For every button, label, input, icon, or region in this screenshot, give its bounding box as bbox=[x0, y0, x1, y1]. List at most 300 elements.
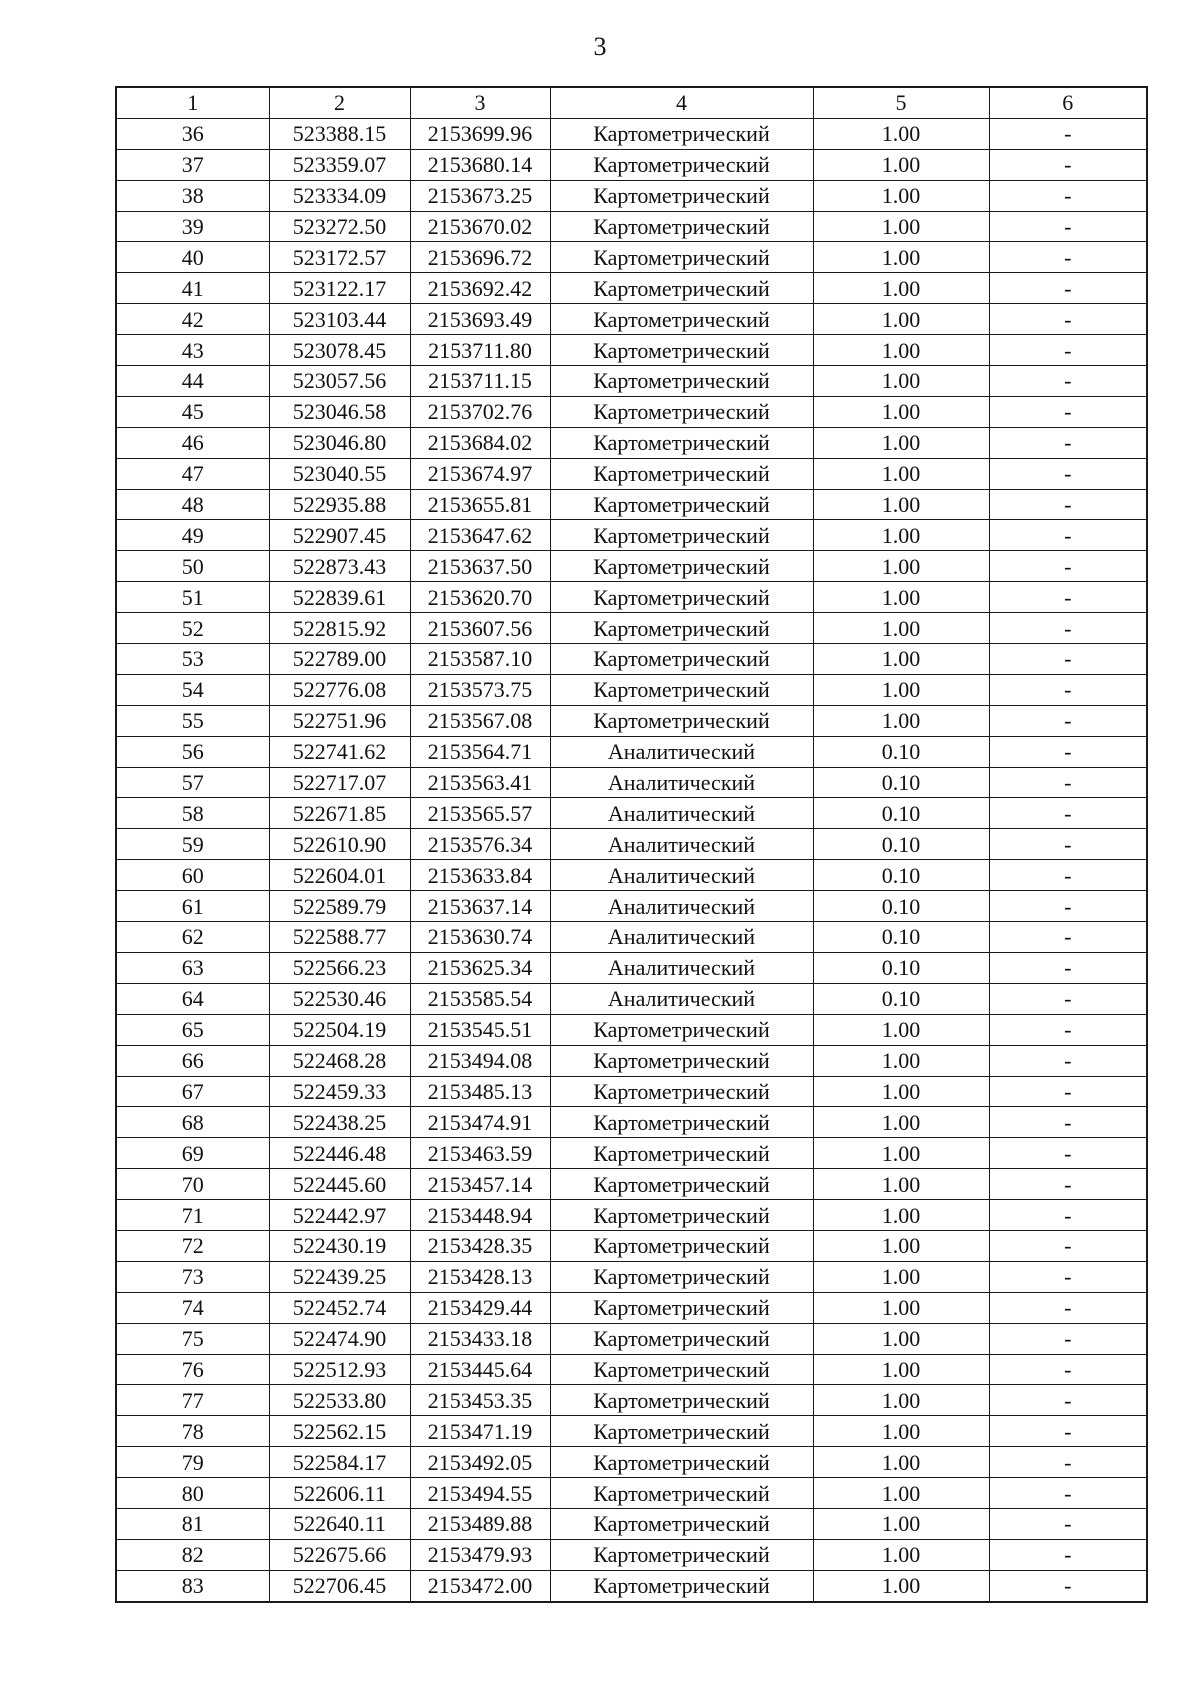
x-coordinate-cell: 522741.62 bbox=[269, 736, 410, 767]
method-cell: Аналитический bbox=[550, 891, 813, 922]
accuracy-cell: 1.00 bbox=[813, 1230, 989, 1261]
note-cell: - bbox=[989, 644, 1147, 675]
y-coordinate-cell: 2153479.93 bbox=[410, 1539, 550, 1570]
point-number-cell: 82 bbox=[116, 1539, 269, 1570]
y-coordinate-cell: 2153711.80 bbox=[410, 335, 550, 366]
method-cell: Картометрический bbox=[550, 1323, 813, 1354]
y-coordinate-cell: 2153474.91 bbox=[410, 1107, 550, 1138]
table-row bbox=[116, 335, 1147, 366]
accuracy-cell: 1.00 bbox=[813, 1385, 989, 1416]
accuracy-cell: 1.00 bbox=[813, 674, 989, 705]
method-cell: Картометрический bbox=[550, 1200, 813, 1231]
y-coordinate-cell: 2153673.25 bbox=[410, 180, 550, 211]
method-cell: Картометрический bbox=[550, 1570, 813, 1601]
method-cell: Картометрический bbox=[550, 1138, 813, 1169]
note-cell: - bbox=[989, 891, 1147, 922]
table-row bbox=[116, 118, 1147, 149]
point-number-cell: 44 bbox=[116, 366, 269, 397]
accuracy-cell: 1.00 bbox=[813, 304, 989, 335]
y-coordinate-cell: 2153433.18 bbox=[410, 1323, 550, 1354]
method-cell: Картометрический bbox=[550, 1447, 813, 1478]
x-coordinate-cell: 522606.11 bbox=[269, 1478, 410, 1509]
accuracy-cell: 0.10 bbox=[813, 983, 989, 1014]
note-cell: - bbox=[989, 798, 1147, 829]
table-row bbox=[116, 1014, 1147, 1045]
x-coordinate-cell: 522566.23 bbox=[269, 952, 410, 983]
point-number-cell: 78 bbox=[116, 1416, 269, 1447]
y-coordinate-cell: 2153637.50 bbox=[410, 551, 550, 582]
accuracy-cell: 1.00 bbox=[813, 211, 989, 242]
y-coordinate-cell: 2153630.74 bbox=[410, 922, 550, 953]
note-cell: - bbox=[989, 1570, 1147, 1601]
note-cell: - bbox=[989, 1261, 1147, 1292]
accuracy-cell: 1.00 bbox=[813, 551, 989, 582]
method-cell: Картометрический bbox=[550, 335, 813, 366]
accuracy-cell: 1.00 bbox=[813, 1138, 989, 1169]
x-coordinate-cell: 522562.15 bbox=[269, 1416, 410, 1447]
method-cell: Картометрический bbox=[550, 520, 813, 551]
table-row bbox=[116, 798, 1147, 829]
point-number-cell: 47 bbox=[116, 458, 269, 489]
method-cell: Аналитический bbox=[550, 922, 813, 953]
x-coordinate-cell: 522815.92 bbox=[269, 613, 410, 644]
point-number-cell: 55 bbox=[116, 705, 269, 736]
note-cell: - bbox=[989, 1138, 1147, 1169]
method-cell: Картометрический bbox=[550, 180, 813, 211]
point-number-cell: 73 bbox=[116, 1261, 269, 1292]
y-coordinate-cell: 2153573.75 bbox=[410, 674, 550, 705]
method-cell: Картометрический bbox=[550, 1478, 813, 1509]
y-coordinate-cell: 2153680.14 bbox=[410, 149, 550, 180]
method-cell: Аналитический bbox=[550, 736, 813, 767]
x-coordinate-cell: 522438.25 bbox=[269, 1107, 410, 1138]
x-coordinate-cell: 523046.58 bbox=[269, 396, 410, 427]
accuracy-cell: 1.00 bbox=[813, 1261, 989, 1292]
point-number-cell: 40 bbox=[116, 242, 269, 273]
accuracy-cell: 1.00 bbox=[813, 1539, 989, 1570]
x-coordinate-cell: 523122.17 bbox=[269, 273, 410, 304]
coordinates-table bbox=[115, 86, 1148, 1603]
y-coordinate-cell: 2153674.97 bbox=[410, 458, 550, 489]
x-coordinate-cell: 522445.60 bbox=[269, 1169, 410, 1200]
point-number-cell: 59 bbox=[116, 829, 269, 860]
point-number-cell: 67 bbox=[116, 1076, 269, 1107]
x-coordinate-cell: 523057.56 bbox=[269, 366, 410, 397]
point-number-cell: 83 bbox=[116, 1570, 269, 1601]
table-row bbox=[116, 551, 1147, 582]
table-row bbox=[116, 1447, 1147, 1478]
y-coordinate-cell: 2153655.81 bbox=[410, 489, 550, 520]
table-row bbox=[116, 1200, 1147, 1231]
point-number-cell: 74 bbox=[116, 1292, 269, 1323]
y-coordinate-cell: 2153625.34 bbox=[410, 952, 550, 983]
note-cell: - bbox=[989, 1539, 1147, 1570]
note-cell: - bbox=[989, 829, 1147, 860]
accuracy-cell: 1.00 bbox=[813, 149, 989, 180]
note-cell: - bbox=[989, 1508, 1147, 1539]
table-row bbox=[116, 922, 1147, 953]
y-coordinate-cell: 2153693.49 bbox=[410, 304, 550, 335]
note-cell: - bbox=[989, 983, 1147, 1014]
y-coordinate-cell: 2153472.00 bbox=[410, 1570, 550, 1601]
point-number-cell: 76 bbox=[116, 1354, 269, 1385]
accuracy-cell: 1.00 bbox=[813, 180, 989, 211]
method-cell: Картометрический bbox=[550, 1169, 813, 1200]
table-row bbox=[116, 644, 1147, 675]
point-number-cell: 71 bbox=[116, 1200, 269, 1231]
accuracy-cell: 1.00 bbox=[813, 1076, 989, 1107]
note-cell: - bbox=[989, 520, 1147, 551]
method-cell: Картометрический bbox=[550, 1076, 813, 1107]
x-coordinate-cell: 522873.43 bbox=[269, 551, 410, 582]
x-coordinate-cell: 523040.55 bbox=[269, 458, 410, 489]
method-cell: Аналитический bbox=[550, 798, 813, 829]
column-header: 4 bbox=[550, 87, 813, 118]
accuracy-cell: 1.00 bbox=[813, 1292, 989, 1323]
accuracy-cell: 1.00 bbox=[813, 1478, 989, 1509]
table-row bbox=[116, 736, 1147, 767]
table-row bbox=[116, 705, 1147, 736]
table-row bbox=[116, 767, 1147, 798]
accuracy-cell: 1.00 bbox=[813, 1045, 989, 1076]
note-cell: - bbox=[989, 705, 1147, 736]
accuracy-cell: 1.00 bbox=[813, 118, 989, 149]
point-number-cell: 43 bbox=[116, 335, 269, 366]
y-coordinate-cell: 2153471.19 bbox=[410, 1416, 550, 1447]
point-number-cell: 38 bbox=[116, 180, 269, 211]
table-row bbox=[116, 273, 1147, 304]
x-coordinate-cell: 523388.15 bbox=[269, 118, 410, 149]
accuracy-cell: 1.00 bbox=[813, 366, 989, 397]
accuracy-cell: 1.00 bbox=[813, 458, 989, 489]
x-coordinate-cell: 523359.07 bbox=[269, 149, 410, 180]
method-cell: Картометрический bbox=[550, 366, 813, 397]
accuracy-cell: 1.00 bbox=[813, 1447, 989, 1478]
accuracy-cell: 1.00 bbox=[813, 396, 989, 427]
table-row bbox=[116, 1478, 1147, 1509]
point-number-cell: 68 bbox=[116, 1107, 269, 1138]
note-cell: - bbox=[989, 736, 1147, 767]
table-row bbox=[116, 1385, 1147, 1416]
x-coordinate-cell: 522584.17 bbox=[269, 1447, 410, 1478]
column-header: 2 bbox=[269, 87, 410, 118]
point-number-cell: 39 bbox=[116, 211, 269, 242]
note-cell: - bbox=[989, 1478, 1147, 1509]
note-cell: - bbox=[989, 582, 1147, 613]
method-cell: Аналитический bbox=[550, 952, 813, 983]
method-cell: Картометрический bbox=[550, 211, 813, 242]
point-number-cell: 79 bbox=[116, 1447, 269, 1478]
note-cell: - bbox=[989, 273, 1147, 304]
point-number-cell: 45 bbox=[116, 396, 269, 427]
accuracy-cell: 1.00 bbox=[813, 1416, 989, 1447]
note-cell: - bbox=[989, 335, 1147, 366]
table-row bbox=[116, 366, 1147, 397]
point-number-cell: 56 bbox=[116, 736, 269, 767]
y-coordinate-cell: 2153670.02 bbox=[410, 211, 550, 242]
note-cell: - bbox=[989, 1045, 1147, 1076]
y-coordinate-cell: 2153620.70 bbox=[410, 582, 550, 613]
method-cell: Картометрический bbox=[550, 149, 813, 180]
column-header: 6 bbox=[989, 87, 1147, 118]
x-coordinate-cell: 522839.61 bbox=[269, 582, 410, 613]
table-row bbox=[116, 1508, 1147, 1539]
y-coordinate-cell: 2153492.05 bbox=[410, 1447, 550, 1478]
y-coordinate-cell: 2153692.42 bbox=[410, 273, 550, 304]
x-coordinate-cell: 522671.85 bbox=[269, 798, 410, 829]
method-cell: Картометрический bbox=[550, 1045, 813, 1076]
table-row bbox=[116, 489, 1147, 520]
accuracy-cell: 0.10 bbox=[813, 922, 989, 953]
accuracy-cell: 0.10 bbox=[813, 767, 989, 798]
note-cell: - bbox=[989, 767, 1147, 798]
note-cell: - bbox=[989, 1076, 1147, 1107]
point-number-cell: 66 bbox=[116, 1045, 269, 1076]
y-coordinate-cell: 2153494.08 bbox=[410, 1045, 550, 1076]
table-row bbox=[116, 1076, 1147, 1107]
x-coordinate-cell: 522776.08 bbox=[269, 674, 410, 705]
note-cell: - bbox=[989, 1354, 1147, 1385]
x-coordinate-cell: 522640.11 bbox=[269, 1508, 410, 1539]
method-cell: Картометрический bbox=[550, 458, 813, 489]
page-number: 3 bbox=[593, 32, 607, 61]
point-number-cell: 52 bbox=[116, 613, 269, 644]
table-row bbox=[116, 149, 1147, 180]
table-row bbox=[116, 1354, 1147, 1385]
accuracy-cell: 1.00 bbox=[813, 1354, 989, 1385]
table-row bbox=[116, 211, 1147, 242]
note-cell: - bbox=[989, 211, 1147, 242]
method-cell: Аналитический bbox=[550, 983, 813, 1014]
table-row bbox=[116, 860, 1147, 891]
method-cell: Картометрический bbox=[550, 273, 813, 304]
method-cell: Картометрический bbox=[550, 613, 813, 644]
y-coordinate-cell: 2153563.41 bbox=[410, 767, 550, 798]
accuracy-cell: 1.00 bbox=[813, 1508, 989, 1539]
table-header-row bbox=[116, 87, 1147, 118]
y-coordinate-cell: 2153585.54 bbox=[410, 983, 550, 1014]
y-coordinate-cell: 2153607.56 bbox=[410, 613, 550, 644]
x-coordinate-cell: 522468.28 bbox=[269, 1045, 410, 1076]
table-row bbox=[116, 1169, 1147, 1200]
x-coordinate-cell: 522533.80 bbox=[269, 1385, 410, 1416]
point-number-cell: 54 bbox=[116, 674, 269, 705]
method-cell: Картометрический bbox=[550, 674, 813, 705]
x-coordinate-cell: 523046.80 bbox=[269, 427, 410, 458]
column-header: 5 bbox=[813, 87, 989, 118]
point-number-cell: 81 bbox=[116, 1508, 269, 1539]
table-row bbox=[116, 180, 1147, 211]
point-number-cell: 49 bbox=[116, 520, 269, 551]
accuracy-cell: 1.00 bbox=[813, 242, 989, 273]
x-coordinate-cell: 523103.44 bbox=[269, 304, 410, 335]
point-number-cell: 48 bbox=[116, 489, 269, 520]
method-cell: Аналитический bbox=[550, 767, 813, 798]
accuracy-cell: 1.00 bbox=[813, 1169, 989, 1200]
point-number-cell: 70 bbox=[116, 1169, 269, 1200]
table-row bbox=[116, 1230, 1147, 1261]
method-cell: Картометрический bbox=[550, 1508, 813, 1539]
y-coordinate-cell: 2153453.35 bbox=[410, 1385, 550, 1416]
y-coordinate-cell: 2153445.64 bbox=[410, 1354, 550, 1385]
point-number-cell: 58 bbox=[116, 798, 269, 829]
x-coordinate-cell: 522604.01 bbox=[269, 860, 410, 891]
table-row bbox=[116, 1292, 1147, 1323]
y-coordinate-cell: 2153587.10 bbox=[410, 644, 550, 675]
table-row bbox=[116, 1539, 1147, 1570]
x-coordinate-cell: 523272.50 bbox=[269, 211, 410, 242]
point-number-cell: 77 bbox=[116, 1385, 269, 1416]
accuracy-cell: 1.00 bbox=[813, 1323, 989, 1354]
accuracy-cell: 1.00 bbox=[813, 520, 989, 551]
y-coordinate-cell: 2153567.08 bbox=[410, 705, 550, 736]
x-coordinate-cell: 522907.45 bbox=[269, 520, 410, 551]
accuracy-cell: 0.10 bbox=[813, 860, 989, 891]
table-row bbox=[116, 427, 1147, 458]
point-number-cell: 60 bbox=[116, 860, 269, 891]
accuracy-cell: 1.00 bbox=[813, 582, 989, 613]
point-number-cell: 72 bbox=[116, 1230, 269, 1261]
x-coordinate-cell: 522474.90 bbox=[269, 1323, 410, 1354]
y-coordinate-cell: 2153702.76 bbox=[410, 396, 550, 427]
x-coordinate-cell: 522446.48 bbox=[269, 1138, 410, 1169]
note-cell: - bbox=[989, 396, 1147, 427]
method-cell: Картометрический bbox=[550, 1230, 813, 1261]
note-cell: - bbox=[989, 149, 1147, 180]
y-coordinate-cell: 2153489.88 bbox=[410, 1508, 550, 1539]
table-row bbox=[116, 674, 1147, 705]
accuracy-cell: 1.00 bbox=[813, 335, 989, 366]
x-coordinate-cell: 523078.45 bbox=[269, 335, 410, 366]
method-cell: Картометрический bbox=[550, 1385, 813, 1416]
accuracy-cell: 0.10 bbox=[813, 736, 989, 767]
y-coordinate-cell: 2153647.62 bbox=[410, 520, 550, 551]
table-row bbox=[116, 520, 1147, 551]
x-coordinate-cell: 523172.57 bbox=[269, 242, 410, 273]
y-coordinate-cell: 2153463.59 bbox=[410, 1138, 550, 1169]
x-coordinate-cell: 522588.77 bbox=[269, 922, 410, 953]
table-row bbox=[116, 396, 1147, 427]
note-cell: - bbox=[989, 613, 1147, 644]
note-cell: - bbox=[989, 1230, 1147, 1261]
table-row bbox=[116, 613, 1147, 644]
method-cell: Картометрический bbox=[550, 1107, 813, 1138]
table-row bbox=[116, 1416, 1147, 1447]
point-number-cell: 46 bbox=[116, 427, 269, 458]
note-cell: - bbox=[989, 1200, 1147, 1231]
note-cell: - bbox=[989, 952, 1147, 983]
point-number-cell: 65 bbox=[116, 1014, 269, 1045]
note-cell: - bbox=[989, 551, 1147, 582]
note-cell: - bbox=[989, 1447, 1147, 1478]
x-coordinate-cell: 523334.09 bbox=[269, 180, 410, 211]
x-coordinate-cell: 522459.33 bbox=[269, 1076, 410, 1107]
column-header: 3 bbox=[410, 87, 550, 118]
table-row bbox=[116, 304, 1147, 335]
point-number-cell: 75 bbox=[116, 1323, 269, 1354]
accuracy-cell: 0.10 bbox=[813, 952, 989, 983]
point-number-cell: 42 bbox=[116, 304, 269, 335]
accuracy-cell: 1.00 bbox=[813, 644, 989, 675]
accuracy-cell: 1.00 bbox=[813, 1014, 989, 1045]
y-coordinate-cell: 2153699.96 bbox=[410, 118, 550, 149]
table-row bbox=[116, 952, 1147, 983]
table-row bbox=[116, 1107, 1147, 1138]
note-cell: - bbox=[989, 427, 1147, 458]
note-cell: - bbox=[989, 1323, 1147, 1354]
x-coordinate-cell: 522442.97 bbox=[269, 1200, 410, 1231]
method-cell: Картометрический bbox=[550, 304, 813, 335]
method-cell: Картометрический bbox=[550, 644, 813, 675]
table-row bbox=[116, 582, 1147, 613]
x-coordinate-cell: 522751.96 bbox=[269, 705, 410, 736]
x-coordinate-cell: 522675.66 bbox=[269, 1539, 410, 1570]
y-coordinate-cell: 2153429.44 bbox=[410, 1292, 550, 1323]
note-cell: - bbox=[989, 1416, 1147, 1447]
y-coordinate-cell: 2153428.35 bbox=[410, 1230, 550, 1261]
table-row bbox=[116, 983, 1147, 1014]
point-number-cell: 51 bbox=[116, 582, 269, 613]
x-coordinate-cell: 522512.93 bbox=[269, 1354, 410, 1385]
x-coordinate-cell: 522717.07 bbox=[269, 767, 410, 798]
y-coordinate-cell: 2153711.15 bbox=[410, 366, 550, 397]
y-coordinate-cell: 2153565.57 bbox=[410, 798, 550, 829]
note-cell: - bbox=[989, 180, 1147, 211]
point-number-cell: 62 bbox=[116, 922, 269, 953]
point-number-cell: 50 bbox=[116, 551, 269, 582]
x-coordinate-cell: 522610.90 bbox=[269, 829, 410, 860]
accuracy-cell: 1.00 bbox=[813, 613, 989, 644]
note-cell: - bbox=[989, 304, 1147, 335]
y-coordinate-cell: 2153633.84 bbox=[410, 860, 550, 891]
y-coordinate-cell: 2153696.72 bbox=[410, 242, 550, 273]
note-cell: - bbox=[989, 1107, 1147, 1138]
method-cell: Картометрический bbox=[550, 396, 813, 427]
note-cell: - bbox=[989, 458, 1147, 489]
note-cell: - bbox=[989, 366, 1147, 397]
accuracy-cell: 1.00 bbox=[813, 1570, 989, 1601]
y-coordinate-cell: 2153684.02 bbox=[410, 427, 550, 458]
point-number-cell: 63 bbox=[116, 952, 269, 983]
x-coordinate-cell: 522430.19 bbox=[269, 1230, 410, 1261]
point-number-cell: 61 bbox=[116, 891, 269, 922]
accuracy-cell: 0.10 bbox=[813, 829, 989, 860]
method-cell: Картометрический bbox=[550, 1539, 813, 1570]
x-coordinate-cell: 522504.19 bbox=[269, 1014, 410, 1045]
table-row bbox=[116, 242, 1147, 273]
method-cell: Картометрический bbox=[550, 1261, 813, 1292]
accuracy-cell: 1.00 bbox=[813, 489, 989, 520]
note-cell: - bbox=[989, 242, 1147, 273]
accuracy-cell: 1.00 bbox=[813, 1107, 989, 1138]
method-cell: Картометрический bbox=[550, 705, 813, 736]
table-body bbox=[116, 118, 1147, 1601]
point-number-cell: 57 bbox=[116, 767, 269, 798]
method-cell: Картометрический bbox=[550, 1014, 813, 1045]
accuracy-cell: 1.00 bbox=[813, 273, 989, 304]
x-coordinate-cell: 522530.46 bbox=[269, 983, 410, 1014]
point-number-cell: 41 bbox=[116, 273, 269, 304]
x-coordinate-cell: 522789.00 bbox=[269, 644, 410, 675]
note-cell: - bbox=[989, 922, 1147, 953]
column-header: 1 bbox=[116, 87, 269, 118]
method-cell: Картометрический bbox=[550, 1292, 813, 1323]
x-coordinate-cell: 522589.79 bbox=[269, 891, 410, 922]
note-cell: - bbox=[989, 1292, 1147, 1323]
y-coordinate-cell: 2153485.13 bbox=[410, 1076, 550, 1107]
note-cell: - bbox=[989, 1014, 1147, 1045]
point-number-cell: 36 bbox=[116, 118, 269, 149]
